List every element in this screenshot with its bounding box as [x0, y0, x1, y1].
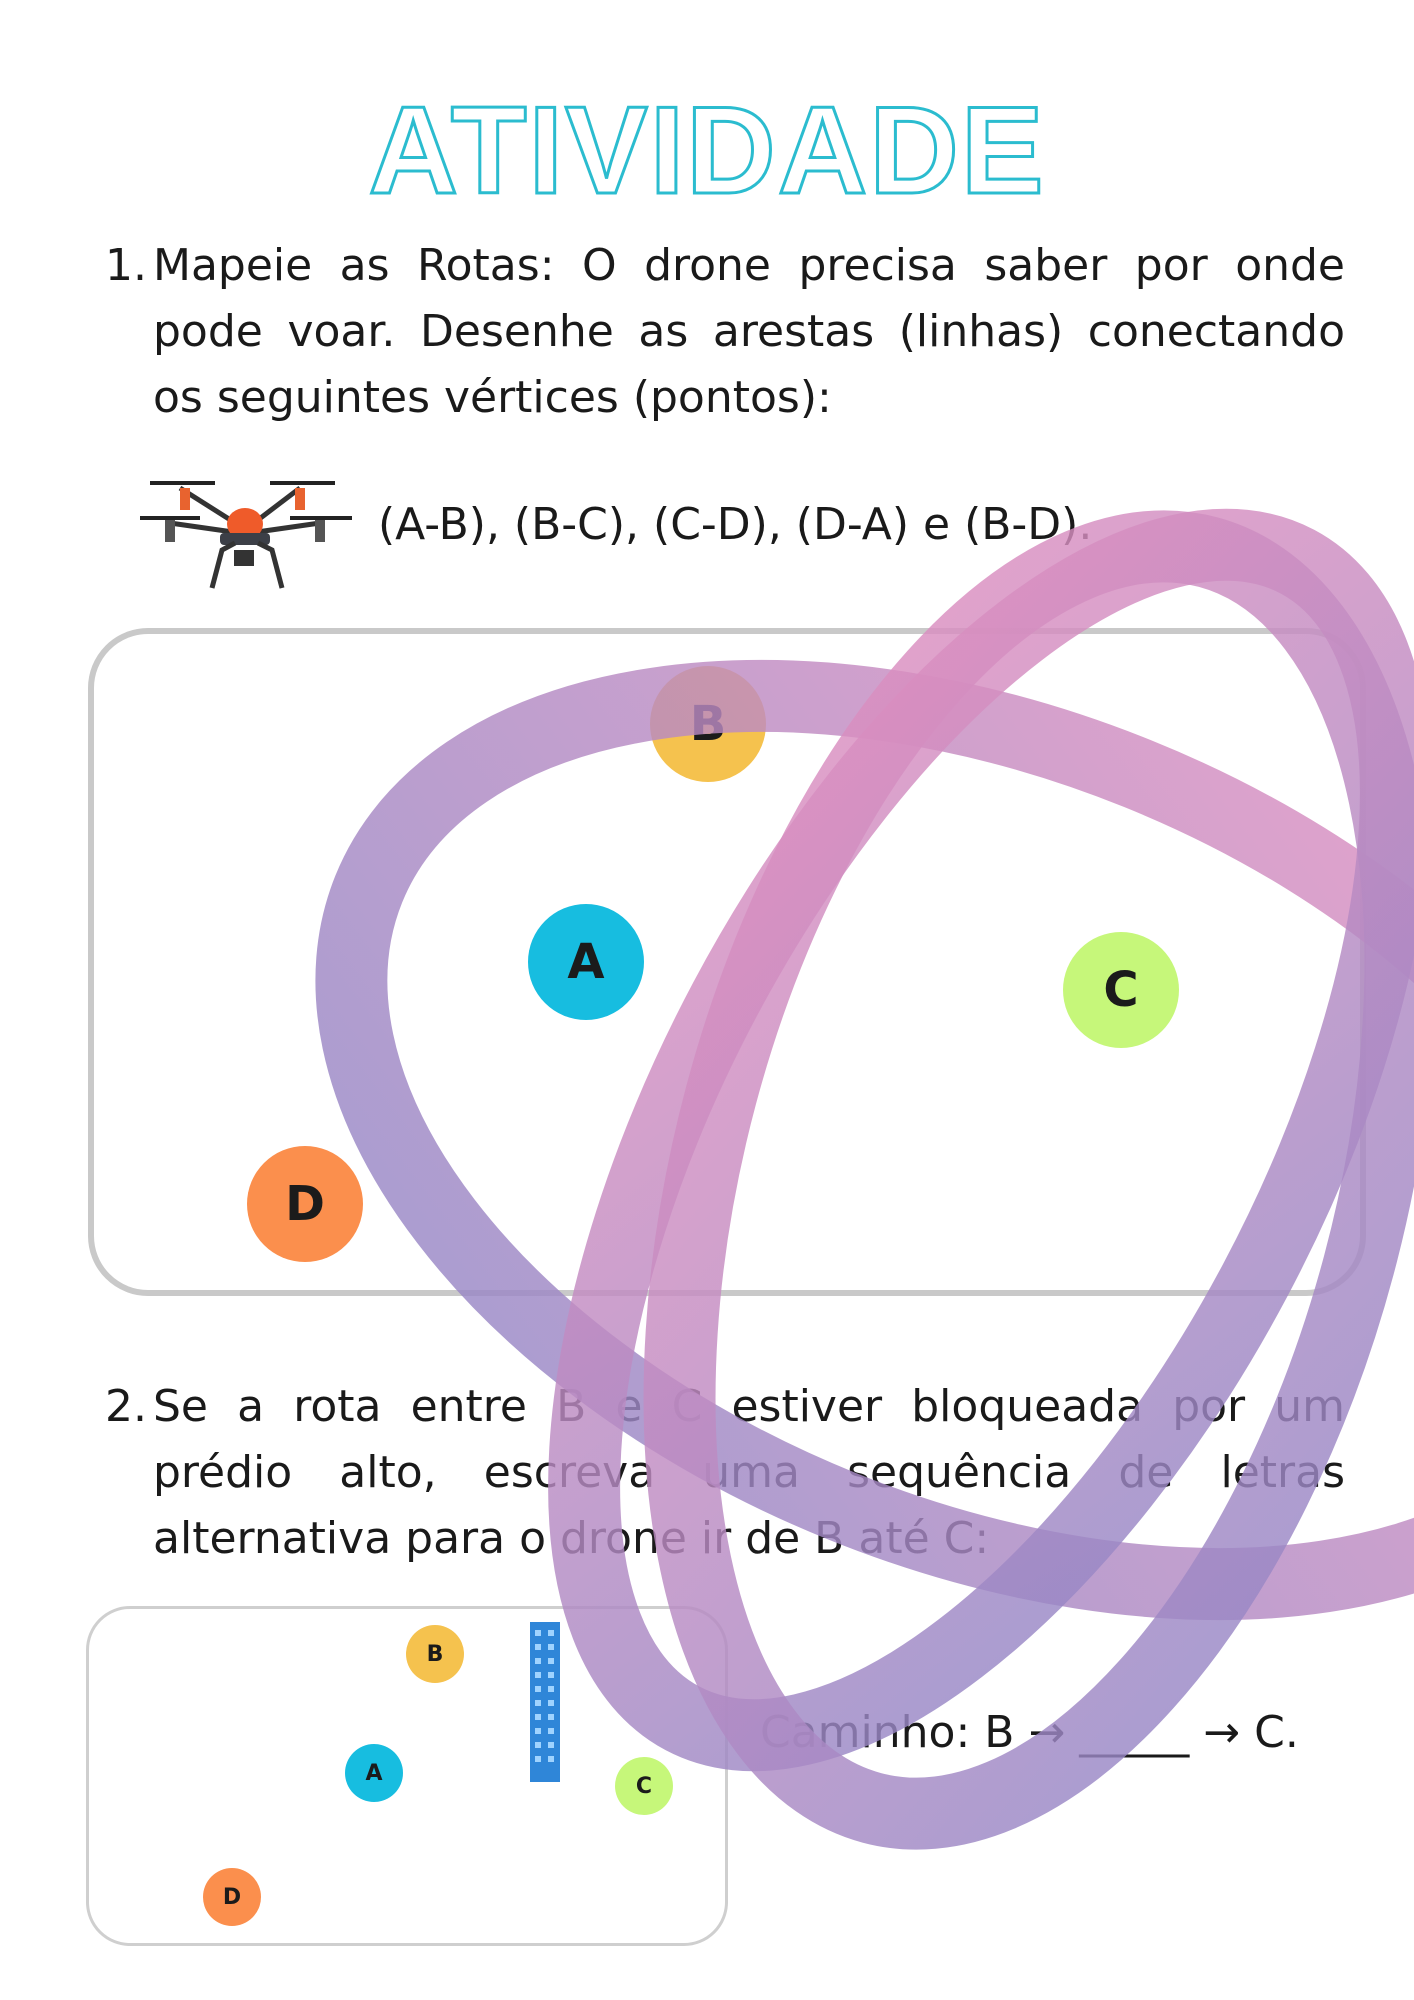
- routes-list: (A-B), (B-C), (C-D), (D-A) e (B-D).: [378, 499, 1093, 550]
- page-title: ATIVIDADE: [368, 82, 1046, 220]
- node-a: A: [528, 904, 644, 1020]
- caminho-answer-line: Caminho: B → _____ → C.: [760, 1707, 1299, 1758]
- question-2: [105, 1374, 1345, 1572]
- question-2-text: Se a rota entre B e C estiver bloqueada por um prédio alto, escreva uma sequência de letras alternativa para o drone ir de B até C:: [153, 1381, 1345, 1564]
- question-1-number: 1.: [105, 240, 147, 291]
- question-2-number: 2.: [105, 1381, 147, 1432]
- drone-icon: [140, 478, 360, 598]
- node-d-small: D: [203, 1868, 261, 1926]
- node-c: C: [1063, 932, 1179, 1048]
- question-1-text: Mapeie as Rotas: O drone precisa saber por onde pode voar. Desenhe as arestas (linhas) conectando os seguintes vértices (pontos):: [153, 240, 1345, 423]
- question-1: [105, 233, 1345, 431]
- node-a-small: A: [345, 1744, 403, 1802]
- node-b-small: B: [406, 1625, 464, 1683]
- building-icon: [530, 1622, 560, 1782]
- node-d: D: [247, 1146, 363, 1262]
- node-c-small: C: [615, 1757, 673, 1815]
- node-b: B: [650, 666, 766, 782]
